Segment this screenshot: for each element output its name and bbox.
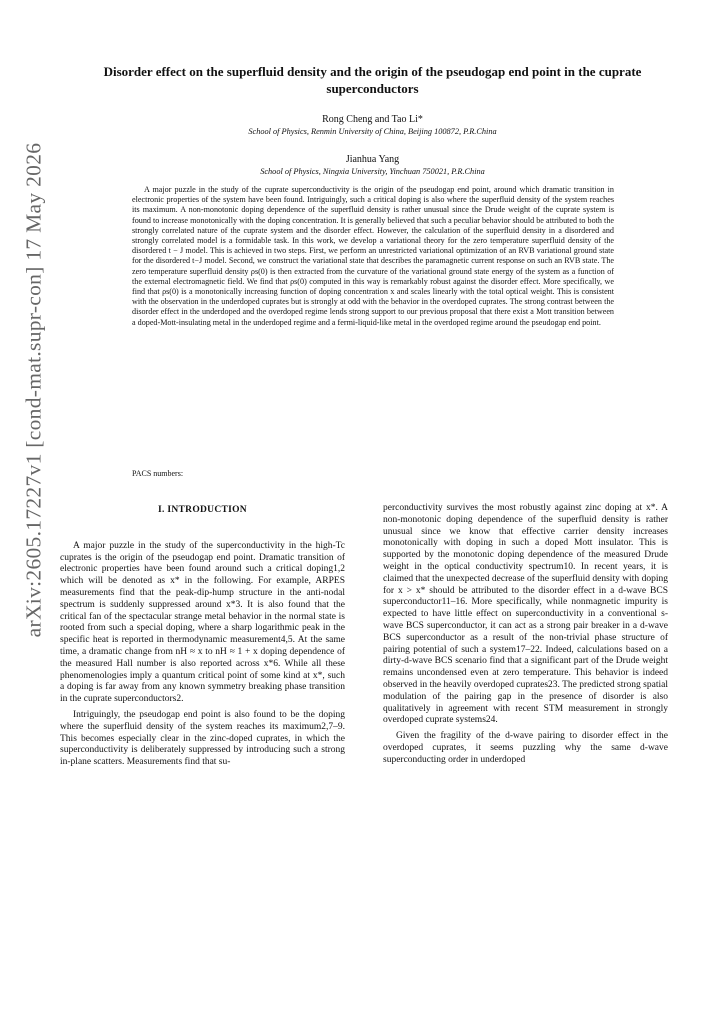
right-column xyxy=(383,503,668,771)
author-affiliation: School of Physics, Ningxia University, Yinchuan 750021, P.R.China xyxy=(260,167,485,176)
paragraph: Intriguingly, the pseudogap end point is also found to be the doping where the superfluid density of the system reaches its maximum2,7–9. This becomes especially clear in the zinc-doped cuprates, in which the superconductivity is deliberately suppressed by introducing such a strong in-plane scatters. Measurements find that su- xyxy=(60,709,345,768)
author-block-1 xyxy=(60,113,685,137)
paragraph: perconductivity survives the most robustly against zinc doping at x*. A non-monotonic doping dependence of the superfluid density is rather unusual since we know that effective carrier density increases monotonically with doping in such a doped Mott insulator. This is supported by the monotonic doping dependence of the measured Drude weight in the optical conductivity spectrum10. In recent years, it is claimed that the unexpected decrease of the superfluid density with doping for x > x* should be attributed to the disorder effect in a d-wave BCS superconductor11–16. More specifically, while nonmagnetic impurity is expected to have little effect on superconductivity in a conventional s-wave BCS superconductor, it can act as a strong pair breaker in a d-wave BCS superconductor as a result of the non-trivial phase structure of pairing potential of such a system17–22. Indeed, calculations based on a dirty-d-wave BCS scenario find that a significant part of the Drude weight remains uncondensed even at zero temperature. This behavior is indeed observed in the heavily overdoped cuprates23. The predicted strong spatial modulation of the pairing gap in the presence of disorder is also qualitatively in agreement with recent STM measurement in strongly overdoped cuprate systems24. xyxy=(383,503,668,726)
author-block-2 xyxy=(60,153,685,177)
pacs-numbers: PACS numbers: xyxy=(132,469,184,478)
abstract: A major puzzle in the study of the cuprate superconductivity is the origin of the pseudogap end point, around which dramatic transition in electronic properties of the system have been found. Intriguingly, such a critical doping is also where the superfluid density of the system reaches its maximum. A non-monotonic doping dependence of the superfluid density is rather unusual since the Drude weight of the cuprate system is found to increase monotonically with the doping concentration. It is generally believed that such a peculiar behavior should be attributed to both the strongly correlated nature of the cuprate system and the disorder effect. However, the calculation of the superfluid density in a disordered and strongly correlated model is a formidable task. In this work, we develop a variational theory for the zero temperature superfluid density of the disordered t − J model. This is achieved in two steps. First, we perform an unrestricted variational optimization of an RVB variational ground state for the disordered t−J model. Second, we construct the variational state that describes the paramagnetic current response on such an RVB state. The zero temperature superfluid density ρs(0) is then extracted from the curvature of the variational ground state energy of the system as a function of the external electromagnetic field. We find that ρs(0) computed in this way is remarkably robust against the disorder effect. More specifically, we find that ρs(0) is a monotonically increasing function of doping concentration x and scales linearly with the total optical weight. This is consistent with the observation in the underdoped cuprates but is strongly at odd with the behavior in the overdoped cuprates. The strong contrast between the disorder effect in the underdoped and the overdoped regime lends strong support to our previous proposal that there exist a Mott transition between a doped-Mott-insulating metal in the underdoped regime and a fermi-liquid-like metal in the overdoped regime around the pseudogap end point. xyxy=(132,185,614,327)
author-affiliation: School of Physics, Renmin University of China, Beijing 100872, P.R.China xyxy=(248,127,497,136)
section-heading: I. INTRODUCTION xyxy=(158,505,247,515)
arxiv-identifier-text: arXiv:2605.17227v1 [cond-mat.supr-con] 17 May 2026 xyxy=(21,142,46,638)
author-names: Rong Cheng and Tao Li* xyxy=(322,114,423,125)
author-names: Jianhua Yang xyxy=(345,154,400,165)
arxiv-identifier xyxy=(20,142,48,638)
left-column xyxy=(60,503,345,773)
paragraph: Given the fragility of the d-wave pairing to disorder effect in the overdoped cuprates, it seems puzzling why the same d-wave superconducting order in underdoped xyxy=(383,731,668,765)
paper-title: Disorder effect on the superfluid density and the origin of the pseudogap end point in the cuprate superconductors xyxy=(103,64,642,96)
paragraph: A major puzzle in the study of the superconductivity in the high-Tc cuprates is the origin of the pseudogap end point. Dramatic transition of electronic properties have been found around such a critical doping1,2 which will be denoted as x* in the following. For example, ARPES measurements find that the peak-dip-hump structure in the anti-nodal spectrum is suddenly suppressed around x*3. It is also found that the critical fan of the spectacular strange metal behavior in the normal state is rooted from such a special doping, where a sharp logarithmic peak in the specific heat is reported in thermodynamic measurement4,5. At the same time, a dramatic change from nH ≈ x to nH ≈ 1 + x doping dependence of the measured Hall number is also reported across x*6. While all these phenomenologies imply a quantum critical point of some kind at x*, such a doping is far away from any known symmetry breaking phase transition in the cuprate superconductors2. xyxy=(60,540,345,705)
